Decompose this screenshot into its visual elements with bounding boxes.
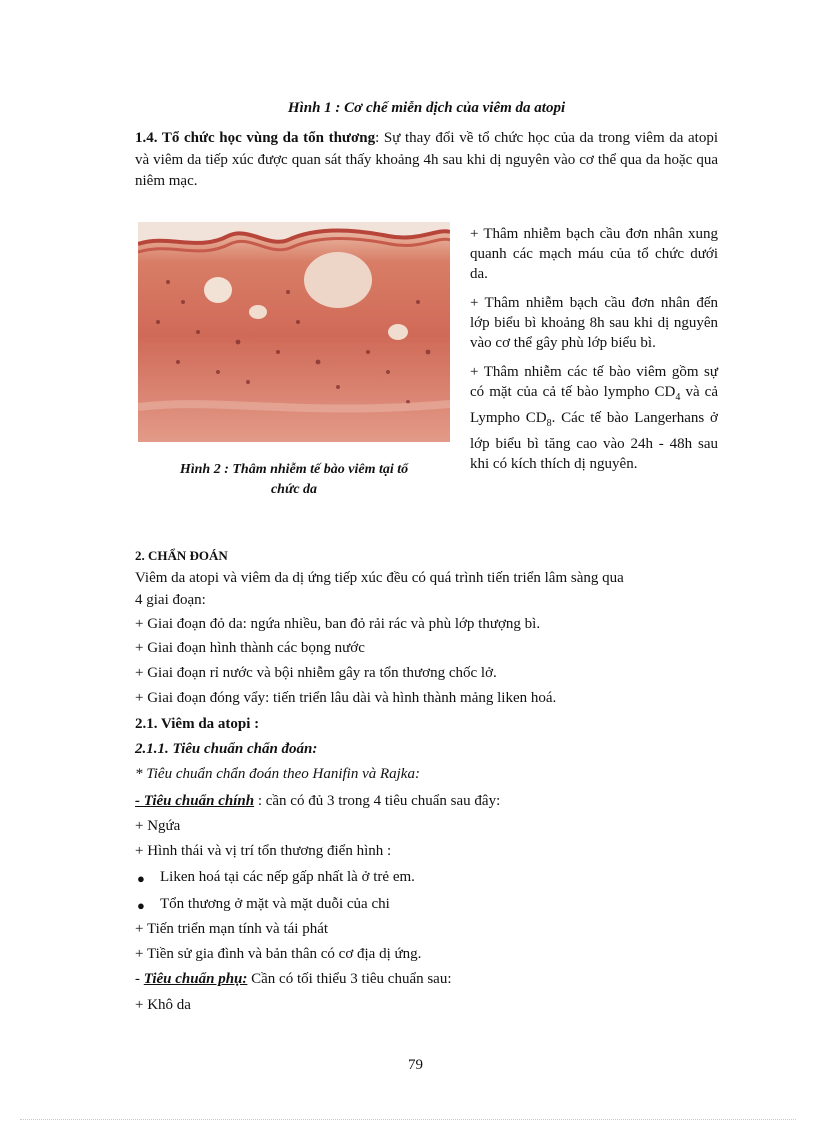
side-paragraph-3 bbox=[470, 362, 718, 474]
criterion-morphology: + Hình thái và vị trí tổn thương điển hình : bbox=[135, 843, 392, 859]
section-2-heading: 2. CHẨN ĐOÁN bbox=[135, 548, 228, 563]
side-p3-sub2: 8 bbox=[546, 418, 552, 429]
side-p3-post: . Các tế bào Langerhans ở lớp biểu bì tăng cao vào 24h - 48h sau khi có kích thích dị nguyên. bbox=[470, 410, 718, 472]
page-bottom-rule bbox=[20, 1119, 796, 1120]
section-2-intro-line2: 4 giai đoạn: bbox=[135, 592, 206, 608]
bullet-item-2: Tổn thương ở mặt và mặt duỗi của chi bbox=[160, 896, 390, 912]
stage-3: + Giai đoạn rỉ nước và bội nhiễm gây ra tổn thương chốc lở. bbox=[135, 665, 497, 681]
side-p3-sub1: 4 bbox=[675, 392, 681, 403]
figure2-caption-line2: chức da bbox=[270, 482, 318, 497]
section-1-4-paragraph bbox=[135, 128, 718, 193]
page-number: 79 bbox=[408, 1057, 423, 1073]
section-1-4-text: : Sự thay đổi về tổ chức học của da trong viêm da atopi và viêm da tiếp xúc được quan sát thấy khoảng 4h sau khi dị nguyên vào cơ thể qua da hoặc qua niêm mạc. bbox=[135, 130, 718, 189]
figure2-caption-line1: Hình 2 : Thâm nhiễm tế bào viêm tại tổ bbox=[179, 462, 409, 477]
stage-1: + Giai đoạn đỏ da: ngứa nhiều, ban đỏ rải rác và phù lớp thượng bì. bbox=[135, 616, 541, 632]
figure1-caption: Hình 1 : Cơ chế miễn dịch của viêm da atopi bbox=[287, 100, 566, 116]
main-criteria-text: : cần có đủ 3 trong 4 tiêu chuẩn sau đây: bbox=[254, 793, 501, 809]
minor-criteria-prefix: - bbox=[135, 971, 144, 987]
side-paragraph-1: + Thâm nhiễm bạch cầu đơn nhân xung quanh các mạch máu của tổ chức dưới da. bbox=[470, 226, 718, 282]
bullet-dot-icon: ● bbox=[137, 871, 145, 886]
section-2-intro-line1: Viêm da atopi và viêm da dị ứng tiếp xúc đều có quá trình tiến triển lâm sàng qua bbox=[135, 570, 624, 586]
side-p3-mid: và cả Lympho CD bbox=[470, 384, 718, 426]
stage-4: + Giai đoạn đóng vẩy: tiến triển lâu dài và hình thành mảng liken hoá. bbox=[135, 690, 557, 706]
subsection-2-1-heading: 2.1. Viêm da atopi : bbox=[135, 716, 260, 732]
side-notes bbox=[470, 224, 718, 483]
main-criteria-line bbox=[135, 793, 725, 810]
criteria-source: * Tiêu chuẩn chẩn đoán theo Hanifin và Rajka: bbox=[135, 766, 420, 782]
minor-criteria-text: Cần có tối thiểu 3 tiêu chuẩn sau: bbox=[247, 971, 452, 987]
side-paragraph-2: + Thâm nhiễm bạch cầu đơn nhân đến lớp biểu bì khoảng 8h sau khi dị nguyên vào cơ thể gây phù lớp biểu bì. bbox=[470, 295, 718, 351]
criterion-dry-skin: + Khô da bbox=[135, 997, 191, 1013]
criterion-history: + Tiền sử gia đình và bản thân có cơ địa dị ứng. bbox=[135, 946, 422, 962]
side-p3-pre: + Thâm nhiễm các tế bào viêm gồm sự có mặt của cả tế bào lympho CD bbox=[470, 364, 718, 400]
section-1-4-heading: 1.4. Tổ chức học vùng da tổn thương bbox=[135, 130, 376, 146]
minor-criteria-line bbox=[135, 971, 725, 988]
bullet-dot-icon: ● bbox=[137, 898, 145, 913]
figure2-caption bbox=[138, 460, 450, 500]
main-criteria-label: - Tiêu chuẩn chính bbox=[135, 793, 255, 809]
stage-2: + Giai đoạn hình thành các bọng nước bbox=[135, 640, 365, 656]
criterion-chronic: + Tiến triển mạn tính và tái phát bbox=[135, 921, 329, 937]
criterion-itch: + Ngứa bbox=[135, 818, 181, 834]
subsection-2-1-1-heading: 2.1.1. Tiêu chuẩn chẩn đoán: bbox=[135, 741, 318, 757]
minor-criteria-label: Tiêu chuẩn phụ: bbox=[143, 971, 248, 987]
histology-image bbox=[138, 222, 450, 442]
bullet-item-1: Liken hoá tại các nếp gấp nhất là ở trẻ em. bbox=[160, 869, 415, 885]
